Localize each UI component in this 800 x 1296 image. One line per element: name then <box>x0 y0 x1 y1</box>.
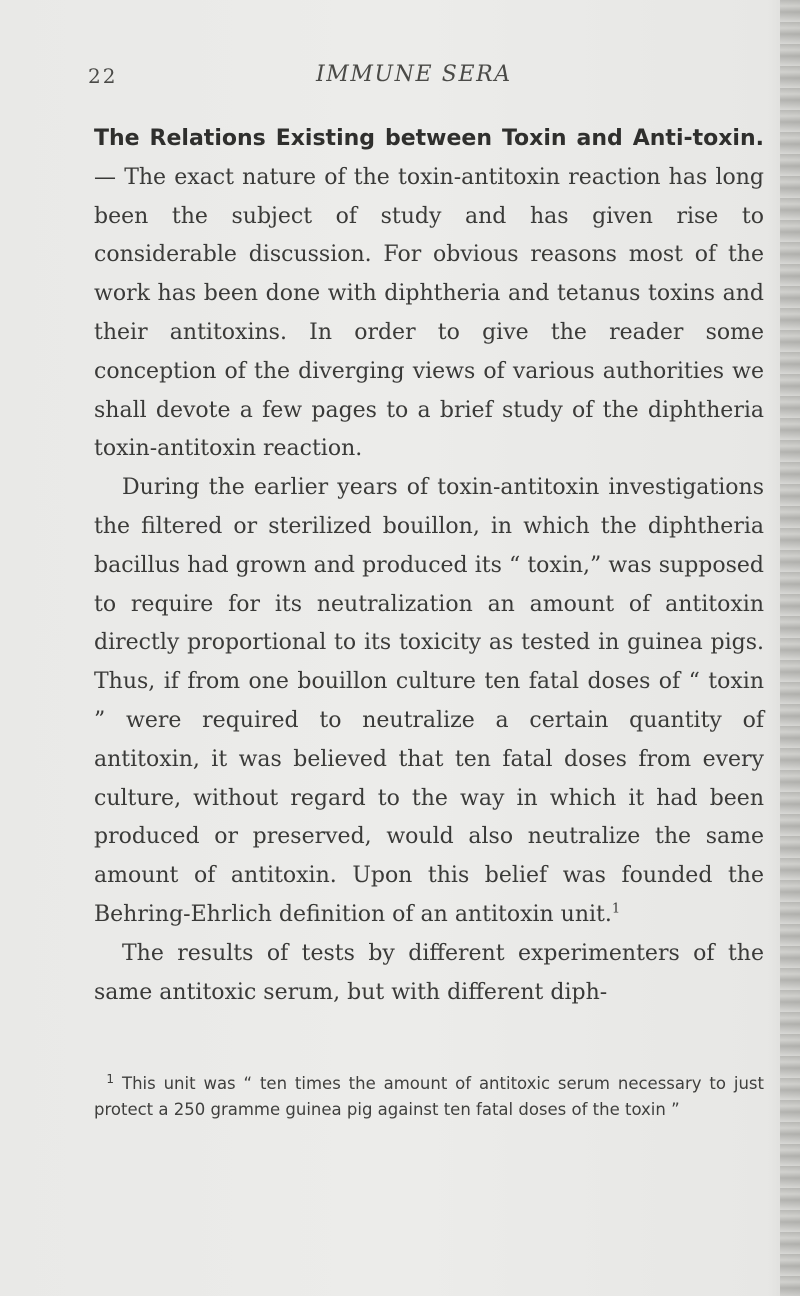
paragraph-2-text: During the earlier years of toxin-antitoxin investigations the filtered or sterilized bouillon, in which the diphtheria bacillus had grown and produced its “ toxin,” was supposed to require for its neutralization an amount of antitoxin directly proportional to its toxicity as tested in guinea pigs. Thus, if from one bouillon culture ten fatal doses of “ toxin ” were required to neutralize a certain quantity of antitoxin, it was believed that ten fatal doses from every culture, without regard to the way in which it had been produced or preserved, would also neutralize the same amount of antitoxin. Upon this belief was founded the Behring-Ehrlich definition of an antitoxin unit. <box>94 475 764 927</box>
footnote: 1 This unit was “ ten times the amount of antitoxic serum necessary to just protect a 250 gramme guinea pig against ten fatal doses of the toxin ” <box>94 1071 764 1119</box>
paragraph-1 <box>94 120 764 469</box>
page-number: 22 <box>88 64 118 88</box>
footnote-text: This unit was “ ten times the amount of antitoxic serum necessary to just protect a 250 gramme guinea pig against ten fatal doses of the toxin ” <box>94 1074 764 1119</box>
body-text <box>94 120 764 1012</box>
paragraph-3-text: The results of tests by different experimenters of the same antitoxic serum, but with different diph- <box>94 940 764 1005</box>
footnote-reference: 1 <box>611 901 621 917</box>
paragraph-3 <box>94 935 764 1013</box>
section-title: The Relations Existing between Toxin and Anti-toxin. <box>94 126 764 151</box>
page-binding-edge <box>780 0 800 1296</box>
page-header <box>88 60 734 100</box>
paragraph-2 <box>94 469 764 935</box>
running-head: IMMUNE SERA <box>316 62 512 87</box>
paragraph-1-text: — The exact nature of the toxin-antitoxin reaction has long been the subject of study and has given rise to considerable discussion. For obvious reasons most of the work has been done with diphtheria and tetanus toxins and their antitoxins. In order to give the reader some conception of the diverging views of various authorities we shall devote a few pages to a brief study of the diphtheria toxin-antitoxin reaction. <box>94 164 764 462</box>
